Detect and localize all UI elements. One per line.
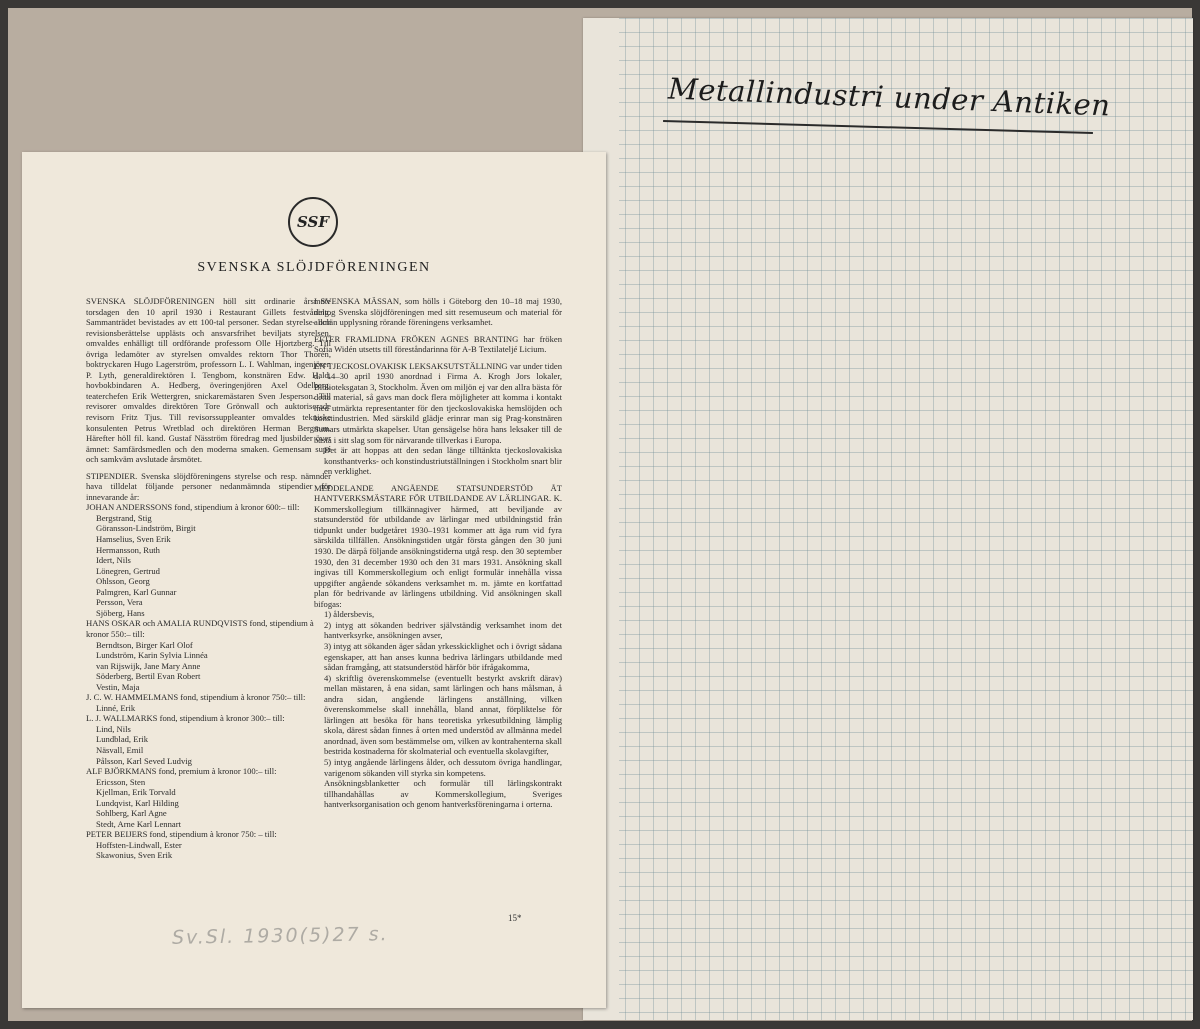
recipient-name: Persson, Vera [96,597,143,608]
recipient-name: Skawonius, Sven Erik [96,850,173,861]
printed-article-sheet [22,152,606,1008]
scholarships-paragraph: STIPENDIER. Svenska slöjdföreningens styrelse och resp. nämnder hava tilldelat följande personer nedanmämnda stipendier för innevarande år: [86,470,331,502]
recipient-name: Linné, Erik [96,702,136,713]
recipient-name: Söderberg, Bertil Evan Robert [96,671,201,682]
recipient-name: Göransson-Lindström, Birgit [96,523,196,534]
recipient-name: Bergstrand, Stig [96,512,152,523]
hope-paragraph: Det är att hoppas att den sedan länge tilltänkta tjeckoslovakiska konsthantverks- och konstindustriutställningen i Stockholm snart blir en verklighet. [324,445,562,477]
requirements-list [314,609,562,778]
handwritten-title: Metallindustri under Antiken [667,71,1112,123]
fund-heading: ALF BJÖRKMANS fond, premium à kronor 100:– till: [86,766,277,777]
fund-recipients [86,640,331,693]
requirement-item: 4) skriftlig överenskommelse (eventuellt bestyrkt avskrift därav) mellan mästaren, å ena sidan, samt lärlingen och hans målsman, å andra sidan, angående lärlingens anställning, vilken överenskommelse skall innehålla, bland annat, förpliktelse för lärlingen att besöka för hans teoretiska yrkesutbildning lämplig skola, därest sådan finnes å orten med understöd av allmänna medel anordnad, även som bestämmelse om, vilken av kontrahenterna skall bestrida kostnaderna för skolmaterial och eventuella skolavgifter, [324,672,562,757]
article-heading: SVENSKA SLÖJDFÖRENINGEN [197,260,431,275]
recipient-name: Hoffsten-Lindwall, Ester [96,839,182,850]
fund-recipients [86,724,331,766]
annual-meeting-paragraph: SVENSKA SLÖJDFÖRENINGEN höll sitt ordinarie årsmöte torsdagen den 10 april 1930 i Restaurant Gillets festvåning. Sammanträdet bevistades av ett 100-tal personer. Sedan styrelse- och revisionsberättelse upplästs och ansvarsfrihet beviljats styrelsen, omvaldes enhälligt till ordförande professorn Olle Hjortzberg. Till övriga ledamöter av styrelsen omvaldes rektorn Thor Thorén, boktryckaren Hugo Lagerström, professorn L. I. Wahlman, ingenjören P. Lyth, generaldirektören I. Tengbom, konstnären Edw. Hald, hovbokbindaren A. Hedberg, överingenjören Axel Odelberg, teaterchefen Erik Wettergren, snickaremästaren Sven Jesperson. Till revisorer omvaldes direktören Tore Grönwall och auktoriserade revisorn Fritz Tjus. Till revisorssuppleanter omvaldes tekniske konsulenten Petrus Wretblad och direktören Herman Bergman. Härefter höll fil. kand. Gustaf Näsström föredrag med ljusbilder över ämnet: Samfärdsmedlen och den moderna smaken. Gemensam supé och samkväm avslutade årsmötet. [86,296,331,465]
branting-paragraph: EFTER FRAMLIDNA FRÖKEN AGNES BRANTING har fröken Sofia Widén utsetts till föreståndarinna för A-B Textilateljé Licium. [314,333,562,355]
right-column [314,296,562,810]
fund-heading: PETER BEIJERS fond, stipendium à kronor 750: – till: [86,829,277,840]
recipient-name: Vestin, Maja [96,681,140,692]
fund-heading: L. J. WALLMARKS fond, stipendium à kronor 300:– till: [86,713,285,724]
requirement-item: 5) intyg angående lärlingens ålder, och dessutom övriga handlingar, varigenom sökanden vill styrka sin kompetens. [324,756,562,778]
recipient-name: Näsvall, Emil [96,744,144,755]
recipient-name: Ericsson, Sten [96,776,146,787]
recipient-name: Sjöberg, Hans [96,607,145,618]
graph-paper-sheet [583,18,1193,1020]
state-support-paragraph: MEDDELANDE ANGÅENDE STATSUNDERSTÖD ÅT HANTVERKSMÄSTARE FÖR UTBILDANDE AV LÄRLINGAR. K. Kommerskollegium tillkännagiver härmed, att beviljande av statsunderstöd för utbildande av lärlingar med utbildningstid från tidpunkt under budgetåret 1930–1931 kommer att äga rum vid fyra särskilda tillfällen. Ansökningstiden utgår första gången den 30 juni 1930. De därpå följande ansökningstiderna utgå resp. den 30 september 1930, den 31 december 1930 och den 31 mars 1931. Ansökning skall ingivas till Kommerskollegium och enligt formulär innehålla vissa uppgifter angående sökandens verksamhet m. m. jämte en kortfattad plan för bedrivande av lärlingens utbildning. Vid ansökningen skall bifogas: [314,482,562,609]
pencil-annotation: Sv.Sl. 1930(5)27 s. [171,923,389,949]
requirement-item: 3) intyg att sökanden äger sådan yrkesskicklighet och i övrigt sådana egenskaper, att han anses kunna bedriva lärlingars utbildande med sådan framgång, att statsunderstöd härför bör ifrågakomma, [324,640,562,673]
fair-paragraph: I SVENSKA MÄSSAN, som hölls i Göteborg den 10–18 maj 1930, deltog Svenska slöjdföreningen med sitt resemuseum och material för allmän upplysning rörande föreningens verksamhet. [314,296,562,328]
recipient-name: Lind, Nils [96,723,131,734]
fund-heading: JOHAN ANDERSSONS fond, stipendium à kronor 600:– till: [86,502,300,513]
recipient-name: Berndtson, Birger Karl Olof [96,639,193,650]
toy-exhibition-paragraph: EN TJECKOSLOVAKISK LEKSAKSUTSTÄLLNING var under tiden d. 14–30 april 1930 anordnad i Firma A. Krogh Jors lokaler, Biblioteksgatan 3, Stockholm. Även om miljön ej var den allra bästa för detta material, så gavs man dock flera möjligheter att komma i kontakt med utmärkta representanter för den tjeckoslovakiska hemslöjden och konstindustrien. Med särskild glädje erinrar man sig Prag-konstnären Sutnars utmärkta skapelser. Utan gensägelse höra hans leksaker till de bästa i sitt slag som för närvarande tillverkas i Europa. [314,360,562,445]
recipient-name: Kjellman, Erik Torvald [96,787,176,798]
fund-heading: J. C. W. HAMMELMANS fond, stipendium à kronor 750:– till: [86,692,306,703]
recipient-name: Lönegren, Gertrud [96,565,160,576]
ssf-logo: SSF [288,197,338,247]
fund-heading: HANS OSKAR och AMALIA RUNDQVISTS fond, stipendium à kronor 550:– till: [86,618,314,639]
recipient-name: Palmgren, Karl Gunnar [96,586,177,597]
recipient-name: van Rijswijk, Jane Mary Anne [96,660,201,671]
fund-recipients [86,840,331,861]
recipient-name: Lundqvist, Karl Hilding [96,797,179,808]
fund-recipients [86,777,331,830]
requirement-item: 1) åldersbevis, [324,609,375,620]
recipient-name: Hermansson, Ruth [96,544,160,555]
recipient-name: Idert, Nils [96,555,131,566]
recipient-name: Hamselius, Sven Erik [96,534,171,545]
recipient-name: Pålsson, Karl Seved Ludvig [96,755,192,766]
recipient-name: Lundström, Karin Sylvia Linnéa [96,650,208,661]
recipient-name: Sohlberg, Karl Agne [96,808,167,819]
recipient-name: Ohlsson, Georg [96,576,150,587]
fund-recipients [86,703,331,714]
recipient-name: Lundblad, Erik [96,734,149,745]
forms-paragraph: Ansökningsblanketter och formulär till lärlingskontrakt tillhandahållas av Kommerskollegium, Sveriges hantverksorganisation och genom hantverksföreningarna i orterna. [324,778,562,810]
recipient-name: Stedt, Arne Karl Lennart [96,818,181,829]
title-underline [663,120,1093,134]
page-number: 15* [508,913,522,923]
left-column [86,296,331,861]
fund-recipients [86,513,331,618]
requirement-item: 2) intyg att sökanden bedriver självständig verksamhet inom det hantverksyrke, ansökningen avser, [324,619,562,641]
